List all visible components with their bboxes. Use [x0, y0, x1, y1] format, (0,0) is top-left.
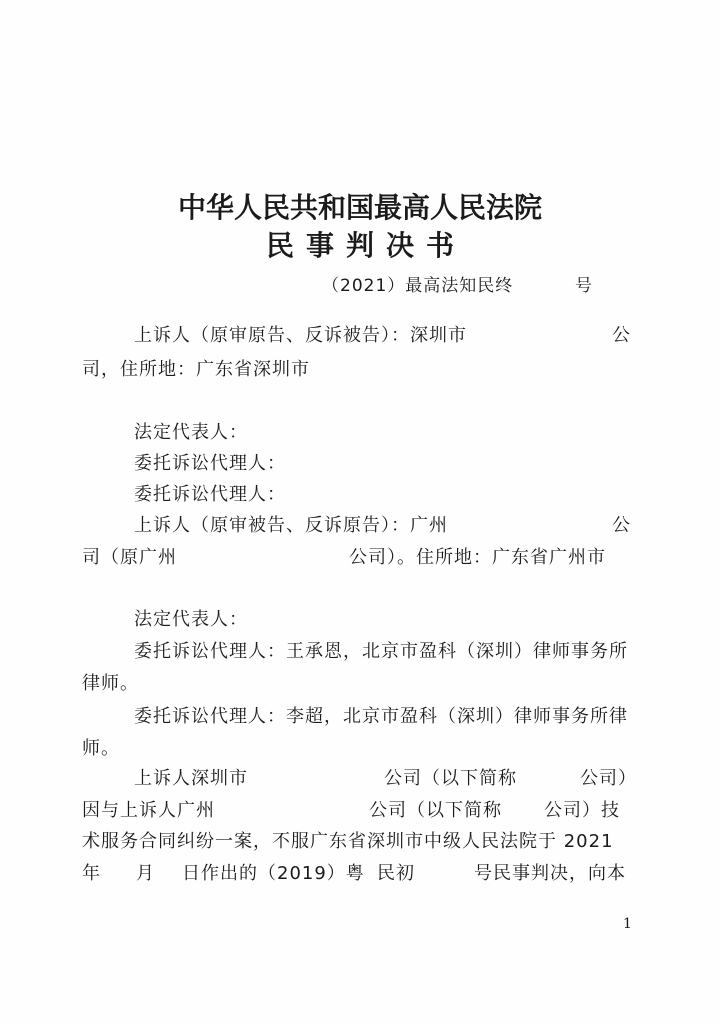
agent-2a: 委托诉讼代理人：王承恩，北京市盈科（深圳）律师事务所: [134, 641, 628, 662]
appellant-1-line: 上诉人（原审原告、反诉被告）：深圳市: [134, 325, 467, 346]
para-text: 公司（以下简称: [384, 768, 517, 789]
doc-type-char: 决: [386, 229, 415, 262]
legal-rep-2: 法定代表人：: [134, 609, 248, 630]
appellant-2-line: 上诉人（原审被告、反诉原告）：广州: [134, 515, 448, 536]
para-text: 号民事判决，向本: [474, 863, 626, 884]
appellant-2-line-end: 公: [612, 515, 631, 536]
para-text: 公司（以下简称: [369, 800, 502, 821]
doc-type-char: 民: [265, 229, 294, 262]
para-text: 术服务合同纠纷一案，不服广东省深圳市中级人民法院于 2021: [82, 831, 614, 852]
para-text: 年: [82, 863, 101, 884]
document-type: [0, 224, 720, 264]
legal-rep-1: 法定代表人：: [134, 422, 248, 443]
agent-1b: 委托诉讼代理人：: [134, 484, 286, 505]
para-text: 日作出的（2019）粤: [182, 863, 365, 884]
page-number: 1: [623, 916, 632, 932]
para-text: 公司）: [580, 768, 637, 789]
case-number-suffix: 号: [575, 276, 593, 296]
para-text: 公司）技: [544, 800, 620, 821]
agent-2a-cont: 律师。: [82, 673, 139, 694]
para-text: 上诉人深圳市: [134, 768, 248, 789]
appellant-1-address: 司，住所地：广东省深圳市: [82, 359, 310, 380]
appellant-2-former-name: 司（原广州: [82, 547, 177, 568]
appellant-2-address: 公司）。住所地：广东省广州市: [349, 547, 606, 568]
agent-2b: 委托诉讼代理人：李超，北京市盈科（深圳）律师事务所律: [134, 706, 628, 727]
para-text: 民初: [377, 863, 415, 884]
case-number-prefix: （2021）最高法知民终: [322, 276, 514, 296]
doc-type-char: 判: [345, 229, 374, 262]
court-name: 中华人民共和国最高人民法院: [177, 191, 542, 224]
doc-type-char: 事: [305, 229, 334, 262]
agent-2b-cont: 师。: [82, 738, 120, 759]
para-text: 月: [136, 863, 155, 884]
case-number: [322, 271, 593, 296]
agent-1a: 委托诉讼代理人：: [134, 453, 286, 474]
appellant-1-line-end: 公: [612, 325, 631, 346]
para-text: 因与上诉人广州: [82, 800, 215, 821]
doc-type-char: 书: [426, 229, 455, 262]
